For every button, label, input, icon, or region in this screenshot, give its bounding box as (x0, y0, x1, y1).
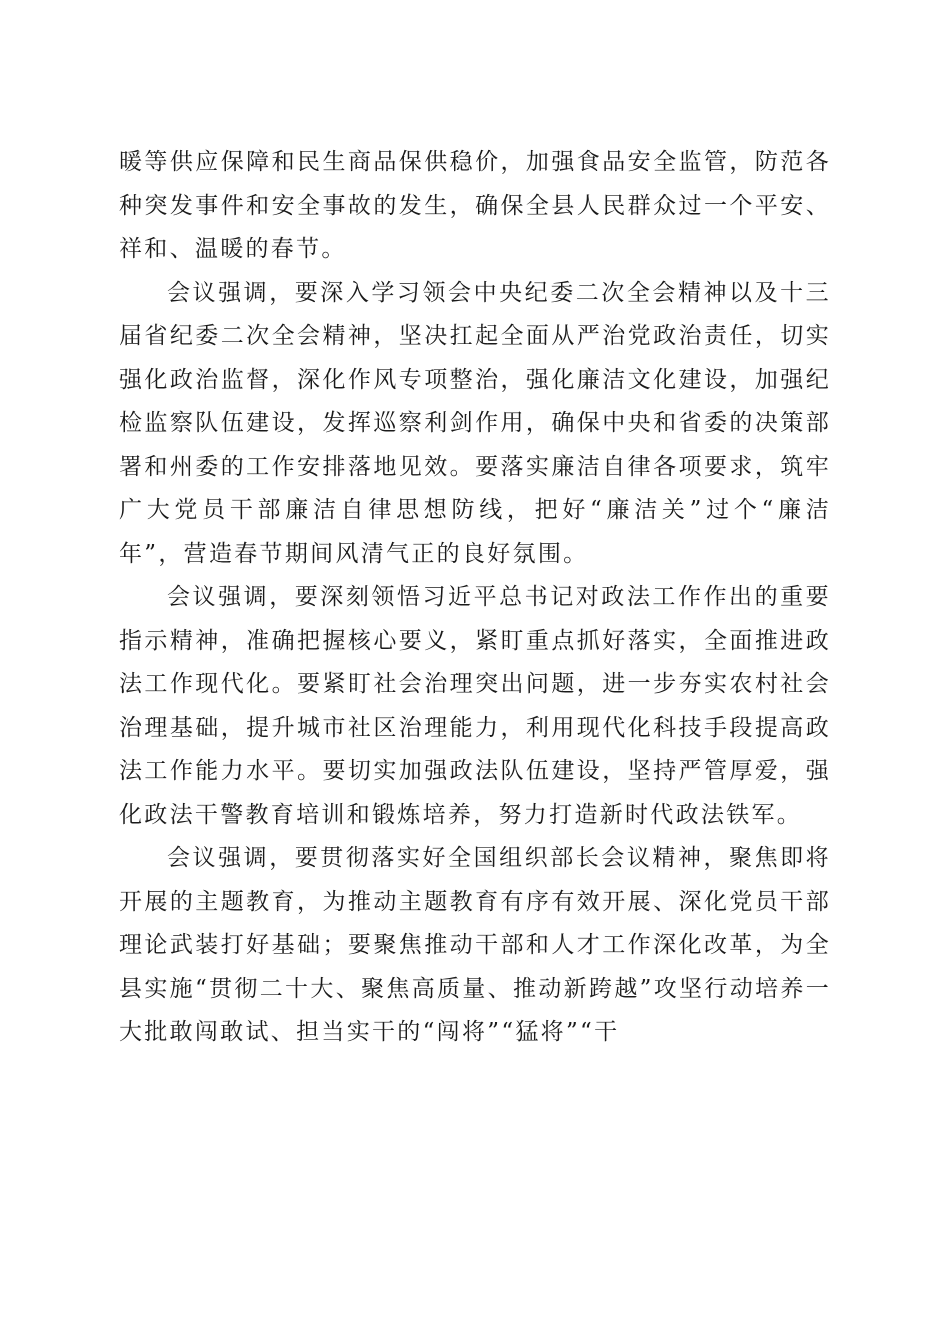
paragraph-continuation: 暖等供应保障和民生商品保供稳价，加强食品安全监管，防范各种突发事件和安全事故的发生，确保全县人民群众过一个平安、祥和、温暖的春节。 (119, 149, 831, 262)
document-body (119, 141, 831, 1055)
paragraph-political-legal-work: 会议强调，要深刻领悟习近平总书记对政法工作作出的重要指示精神，准确把握核心要义，紧盯重点抓好落实，全面推进政法工作现代化。要紧盯社会治理突出问题，进一步夯实农村社会治理基础，提升城市社区治理能力，利用现代化科技手段提高政法工作能力水平。要切实加强政法队伍建设，坚持严管厚爱，强化政法干警教育培训和锻炼培养，努力打造新时代政法铁军。 (119, 584, 831, 828)
paragraph-discipline-inspection: 会议强调，要深入学习领会中央纪委二次全会精神以及十三届省纪委二次全会精神，坚决扛起全面从严治党政治责任，切实强化政治监督，深化作风专项整治，强化廉洁文化建设，加强纪检监察队伍建设，发挥巡察利剑作用，确保中央和省委的决策部署和州委的工作安排落地见效。要落实廉洁自律各项要求，筑牢广大党员干部廉洁自律思想防线，把好“廉洁关”过个“廉洁年”，营造春节期间风清气正的良好氛围。 (119, 279, 831, 567)
paragraph-organization-work: 会议强调，要贯彻落实好全国组织部长会议精神，聚焦即将开展的主题教育，为推动主题教育有序有效开展、深化党员干部理论武装打好基础；要聚焦推动干部和人才工作深化改革，为全县实施“贯彻二十大、聚焦高质量、推动新跨越”攻坚行动培养一大批敢闯敢试、担当实干的“闯将”“猛将”“干 (119, 845, 831, 1045)
